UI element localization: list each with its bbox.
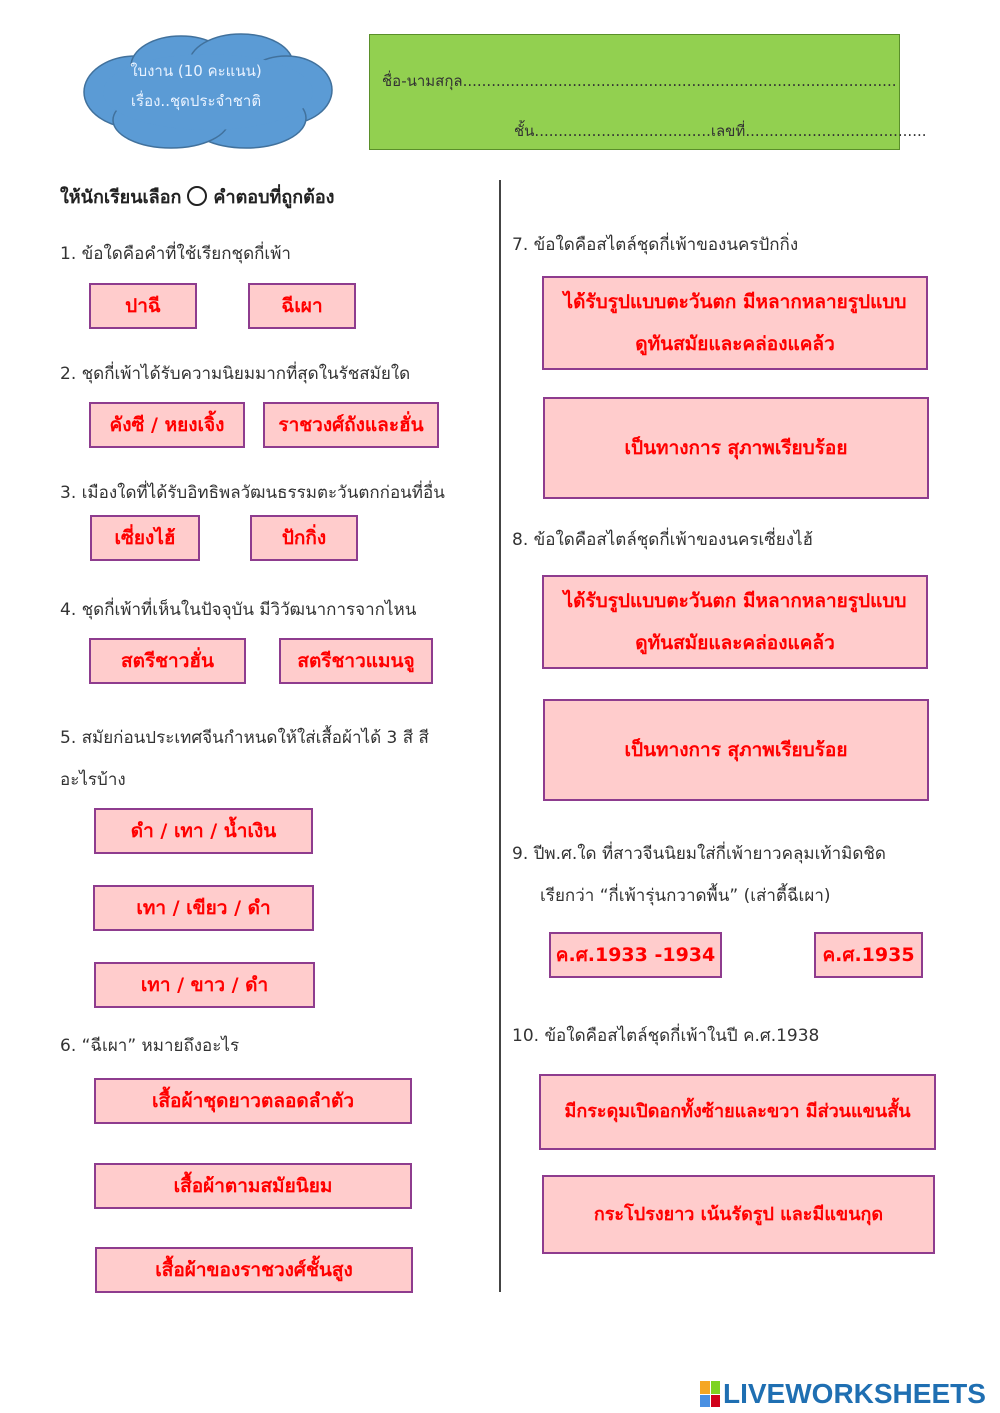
q6-option-2[interactable]: เสื้อผ้าตามสมัยนิยม (94, 1163, 412, 1209)
instruction-before: ให้นักเรียนเลือก (60, 187, 182, 208)
liveworksheets-logo (700, 1377, 986, 1411)
circle-icon (187, 186, 207, 206)
name-field[interactable]: ชื่อ-นามสกุล........................................................................................... (382, 72, 897, 90)
q4-option-2[interactable]: สตรีชาวแมนจู (279, 638, 433, 684)
column-divider (499, 180, 501, 1292)
q7-option-1-line-1: ได้รับรูปแบบตะวันตก มีหลากหลายรูปแบบ (563, 291, 907, 313)
brand-text: LIVEWORKSHEETS (723, 1378, 986, 1409)
q3-option-1[interactable]: เซี่ยงไฮ้ (90, 515, 200, 561)
question-8: 8. ข้อใดคือสไตล์ชุดกี่เพ้าของนครเซี่ยงไฮ้ (512, 530, 813, 550)
q7-option-2[interactable]: เป็นทางการ สุภาพเรียบร้อย (543, 397, 929, 499)
q2-option-1[interactable]: คังซี / หยงเจิ้ง (89, 402, 245, 448)
q7-option-1[interactable] (542, 276, 928, 370)
q9-option-1[interactable]: ค.ศ.1933 -1934 (549, 932, 722, 978)
worksheet-score: ใบงาน (10 คะแนน) (130, 62, 262, 80)
question-3: 3. เมืองใดที่ได้รับอิทธิพลวัฒนธรรมตะวันตกก่อนที่อื่น (60, 483, 445, 503)
q10-option-2[interactable]: กระโปรงยาว เน้นรัดรูป และมีแขนกุด (542, 1175, 935, 1254)
q5-option-1[interactable]: ดำ / เทา / น้ำเงิน (94, 808, 313, 854)
q10-option-1[interactable]: มีกระดุมเปิดอกทั้งซ้ายและขวา มีส่วนแขนสั้น (539, 1074, 936, 1150)
class-number-field[interactable]: ชั้น.....................................เลขที่...................................... (514, 122, 927, 140)
question-4: 4. ชุดกี่เพ้าที่เห็นในปัจจุบัน มีวิวัฒนาการจากไหน (60, 600, 417, 620)
q8-option-1-line-1: ได้รับรูปแบบตะวันตก มีหลากหลายรูปแบบ (563, 590, 907, 612)
question-7: 7. ข้อใดคือสไตล์ชุดกี่เพ้าของนครปักกิ่ง (512, 235, 799, 255)
instruction-after: คำตอบที่ถูกต้อง (213, 187, 335, 208)
q6-option-1[interactable]: เสื้อผ้าชุดยาวตลอดลำตัว (94, 1078, 412, 1124)
question-1: 1. ข้อใดคือคำที่ใช้เรียกชุดกี่เพ้า (60, 244, 291, 264)
q9-option-2[interactable]: ค.ศ.1935 (814, 932, 923, 978)
q5-option-3[interactable]: เทา / ขาว / ดำ (94, 962, 315, 1008)
q1-option-2[interactable]: ฉีเผา (248, 283, 356, 329)
question-6: 6. “ฉีเผา” หมายถึงอะไร (60, 1036, 240, 1056)
q2-option-2[interactable]: ราชวงศ์ถังและฮั่น (263, 402, 439, 448)
question-5: 5. สมัยก่อนประเทศจีนกำหนดให้ใส่เสื้อผ้าได้ 3 สี สี (60, 728, 429, 748)
q8-option-1[interactable] (542, 575, 928, 669)
q4-option-1[interactable]: สตรีชาวฮั่น (89, 638, 246, 684)
q6-option-3[interactable]: เสื้อผ้าของราชวงศ์ชั้นสูง (95, 1247, 413, 1293)
instruction (60, 182, 334, 211)
question-9: 9. ปีพ.ศ.ใด ที่สาวจีนนิยมใส่กี่เพ้ายาวคลุมเท้ามิดชิด (512, 844, 886, 864)
brand-icon (700, 1381, 720, 1407)
question-9-cont: เรียกว่า “กี่เพ้ารุ่นกวาดพื้น” (เส่าตี้ฉีเผา) (540, 886, 831, 906)
q1-option-1[interactable]: ปาฉี (89, 283, 197, 329)
question-5-cont: อะไรบ้าง (60, 770, 126, 790)
q7-option-1-line-2: ดูทันสมัยและคล่องแคล้ว (635, 333, 835, 355)
question-10: 10. ข้อใดคือสไตล์ชุดกี่เพ้าในปี ค.ศ.1938 (512, 1026, 820, 1046)
worksheet-topic: เรื่อง..ชุดประจำชาติ (130, 92, 262, 110)
q8-option-1-line-2: ดูทันสมัยและคล่องแคล้ว (635, 632, 835, 654)
student-info-box (369, 34, 927, 150)
q5-option-2[interactable]: เทา / เขียว / ดำ (93, 885, 314, 931)
q3-option-2[interactable]: ปักกิ่ง (250, 515, 358, 561)
question-2: 2. ชุดกี่เพ้าได้รับความนิยมมากที่สุดในรัชสมัยใด (60, 364, 411, 384)
q8-option-2[interactable]: เป็นทางการ สุภาพเรียบร้อย (543, 699, 929, 801)
worksheet-title (76, 56, 316, 116)
